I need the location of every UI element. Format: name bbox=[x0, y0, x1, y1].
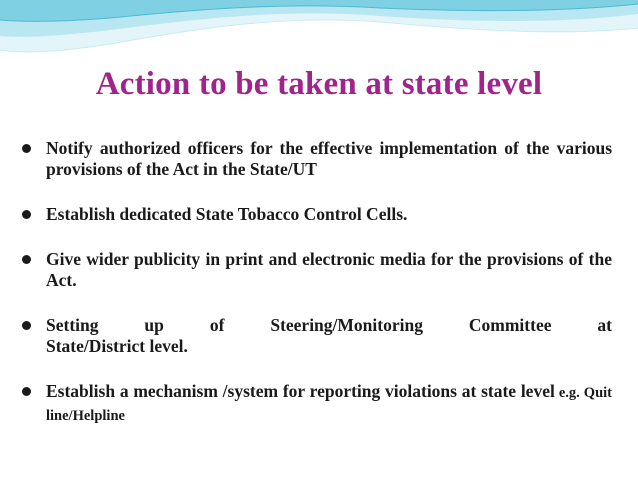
slide-title: Action to be taken at state level bbox=[95, 66, 543, 102]
bullet-item bbox=[20, 138, 612, 180]
bullet-item bbox=[20, 315, 612, 357]
bullet-item bbox=[20, 249, 612, 291]
bullet-item bbox=[20, 204, 612, 225]
bullet-text: Establish a mechanism /system for reporting violations at state level bbox=[46, 381, 555, 401]
bullet-text: Establish dedicated State Tobacco Control Cells. bbox=[46, 204, 408, 224]
bullet-dot-icon bbox=[22, 255, 31, 264]
bullet-item bbox=[20, 381, 612, 427]
bullet-text-line2: State/District level. bbox=[46, 336, 188, 356]
bullet-text-line1: Setting up of Steering/Monitoring Committee at bbox=[46, 315, 612, 335]
bullet-text-example: e.g. Quit line/Helpline bbox=[46, 385, 612, 424]
bullet-dot-icon bbox=[22, 144, 31, 153]
bullet-list bbox=[20, 138, 612, 451]
bullet-text: Give wider publicity in print and electronic media for the provisions of the Act. bbox=[46, 249, 612, 290]
bullet-dot-icon bbox=[22, 210, 31, 219]
bullet-text: Notify authorized officers for the effective implementation of the various provisions of the Act in the State/UT bbox=[46, 138, 612, 179]
bullet-dot-icon bbox=[22, 387, 31, 396]
header-wave-decoration bbox=[0, 0, 638, 70]
bullet-dot-icon bbox=[22, 321, 31, 330]
